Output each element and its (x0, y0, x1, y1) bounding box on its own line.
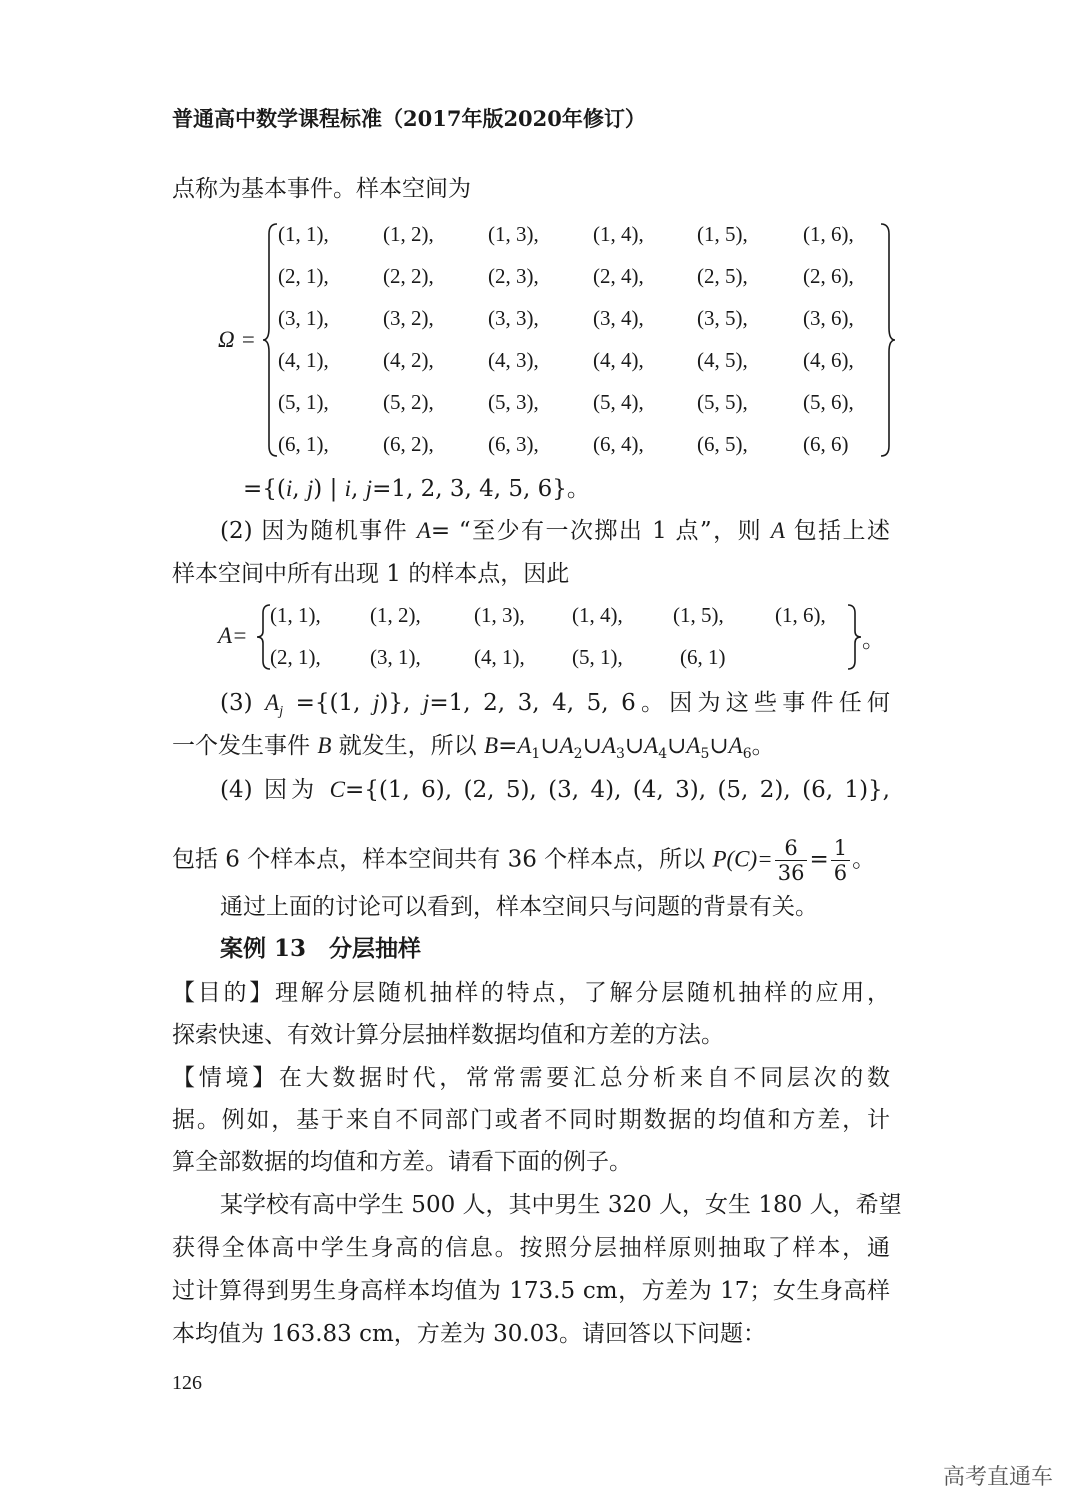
text-segment: ∪ (540, 733, 560, 759)
text-line (172, 1233, 890, 1263)
equals: = (809, 846, 829, 873)
text-segment: (3) (220, 690, 266, 716)
text-segment: 过计算得到男生身高样本均值为 173.5 cm，方差为 17；女生身高样 (172, 1278, 890, 1304)
set-a-element: (1, 5), (673, 603, 724, 627)
text-segment: A (601, 733, 616, 758)
omega-element: (2, 5), (697, 264, 748, 288)
omega-element: (3, 2), (383, 306, 434, 330)
text-segment: A (517, 733, 532, 758)
set-a-element: (1, 6), (775, 603, 826, 627)
text-line (220, 892, 818, 922)
running-header: 普通高中数学课程标准（2017年版2020年修订） (172, 106, 646, 131)
omega-element: (5, 5), (697, 390, 748, 414)
text-segment: 点称为基本事件。样本空间为 (172, 176, 471, 202)
right-brace-icon (878, 222, 896, 458)
omega-element: (4, 4), (593, 348, 644, 372)
text-segment: 5 (700, 746, 710, 762)
text-line (172, 1105, 890, 1135)
omega-element: (6, 3), (488, 432, 539, 456)
omega-element: (1, 3), (488, 222, 539, 246)
text-segment: ∪ (582, 733, 602, 759)
watermark: 高考直通车 (943, 1465, 1054, 1490)
text-segment: 包括上述 (784, 518, 890, 544)
text-segment: A (728, 733, 743, 758)
text-segment: j (279, 704, 284, 719)
text-segment: (2) 因为随机事件 (220, 518, 417, 544)
omega-element: (6, 1), (278, 432, 329, 456)
omega-element: (5, 1), (278, 390, 329, 414)
omega-element: (6, 6) (803, 432, 849, 456)
omega-element: (5, 3), (488, 390, 539, 414)
text-line (172, 559, 569, 589)
omega-element: (2, 1), (278, 264, 329, 288)
fraction-1-6 (831, 836, 850, 885)
text-segment: 1 (531, 746, 541, 762)
text-segment: 样本空间中所有出现 1 的样本点，因此 (172, 561, 570, 587)
omega-element: (4, 3), (488, 348, 539, 372)
text-segment: ∪ (624, 733, 645, 759)
text-segment: 获得全体高中学生身高的信息。按照分层抽样原则抽取了样本，通 (172, 1235, 890, 1261)
text-segment: A (686, 733, 701, 758)
text-segment: B (484, 733, 499, 758)
text-segment: ) | (313, 476, 345, 502)
omega-element: (5, 6), (803, 390, 854, 414)
set-a-element: (1, 3), (474, 603, 525, 627)
omega-element: (6, 4), (593, 432, 644, 456)
text-segment: A (644, 733, 659, 758)
text-segment: ∪ (709, 733, 729, 759)
denominator: 36 (777, 861, 805, 885)
probability-text: 包括 6 个样本点，样本空间共有 36 个样本点，所以 (172, 846, 713, 873)
set-a-label: A= (218, 623, 248, 648)
page-number: 126 (172, 1372, 202, 1394)
fraction-6-36 (775, 836, 808, 885)
omega-element: (2, 4), (593, 264, 644, 288)
set-a-element: (4, 1), (474, 645, 525, 669)
text-line (172, 1147, 632, 1177)
text-segment: j (306, 476, 314, 501)
text-segment: ={(1, 6), (2, 5), (3, 4), (4, 3), (5, 2), (6, 1)}, (344, 777, 890, 803)
text-segment: i (344, 476, 352, 501)
text-segment: A (559, 733, 574, 758)
set-a-element: (2, 1), (270, 645, 321, 669)
omega-element: (2, 3), (488, 264, 539, 288)
text-segment: 就发生，所以 (331, 733, 484, 759)
probability-line (172, 836, 875, 885)
omega-element: (6, 2), (383, 432, 434, 456)
text-segment: (4) 因为 (220, 777, 330, 803)
text-line (172, 1276, 890, 1306)
text-line (172, 1319, 766, 1349)
set-a-element: (6, 1) (680, 645, 726, 669)
text-line (220, 934, 421, 964)
omega-element: (1, 1), (278, 222, 329, 246)
text-segment: 一个发生事件 (172, 733, 318, 759)
numerator: 1 (831, 836, 850, 861)
text-segment: =1, 2, 3, 4, 5, 6。因为这些事件任何 (429, 690, 890, 716)
text-line (220, 775, 890, 805)
set-a-element: (3, 1), (370, 645, 421, 669)
probability-pc: P(C)= (712, 846, 773, 872)
set-a-end: 。 (862, 627, 885, 653)
set-a-element: (1, 2), (370, 603, 421, 627)
text-line (220, 688, 890, 727)
omega-element: (1, 4), (593, 222, 644, 246)
omega-element: (3, 1), (278, 306, 329, 330)
omega-element: (3, 6), (803, 306, 854, 330)
text-segment: =1, 2, 3, 4, 5, 6}。 (372, 476, 590, 502)
text-segment: j (373, 690, 380, 715)
omega-element: (1, 5), (697, 222, 748, 246)
text-segment: A (265, 690, 280, 715)
text-segment: , (292, 476, 307, 502)
text-segment: 4 (658, 746, 668, 762)
text-line (172, 1020, 724, 1050)
text-segment: i (285, 476, 293, 501)
text-segment: = “至少有一次掷出 1 点”，则 (430, 518, 771, 544)
omega-element: (4, 6), (803, 348, 854, 372)
text-line (220, 1190, 902, 1220)
period: 。 (852, 846, 876, 873)
omega-element: (5, 4), (593, 390, 644, 414)
text-segment: 2 (573, 746, 583, 762)
text-line (172, 1063, 890, 1093)
text-line (172, 978, 890, 1008)
text-segment: 案例 13 分层抽样 (220, 935, 422, 962)
text-segment: 通过上面的讨论可以看到，样本空间只与问题的背景有关。 (220, 894, 818, 920)
text-segment: j (365, 476, 373, 501)
text-segment: 算全部数据的均值和方差。请看下面的例子。 (172, 1149, 632, 1175)
text-line (220, 516, 890, 546)
omega-element: (2, 2), (383, 264, 434, 288)
set-a-element: (1, 1), (270, 603, 321, 627)
omega-element: (3, 3), (488, 306, 539, 330)
denominator: 6 (833, 861, 848, 885)
omega-element: (5, 2), (383, 390, 434, 414)
text-segment: 【目的】理解分层随机抽样的特点，了解分层随机抽样的应用， (172, 980, 890, 1006)
text-segment: 某学校有高中学生 500 人，其中男生 320 人，女生 180 人，希望 (220, 1192, 902, 1218)
text-segment: )}, (379, 690, 423, 716)
omega-element: (1, 6), (803, 222, 854, 246)
text-segment: 探索快速、有效计算分层抽样数据均值和方差的方法。 (172, 1022, 724, 1048)
text-segment: = (498, 733, 518, 759)
omega-element: (3, 4), (593, 306, 644, 330)
omega-label: Ω = (218, 327, 256, 352)
omega-element: (4, 5), (697, 348, 748, 372)
numerator: 6 (775, 836, 808, 861)
set-a-element: (1, 4), (572, 603, 623, 627)
text-segment: 本均值为 163.83 cm，方差为 30.03。请回答以下问题： (172, 1321, 766, 1347)
omega-element: (6, 5), (697, 432, 748, 456)
text-segment: A (770, 518, 785, 543)
text-segment: 据。例如，基于来自不同部门或者不同时期数据的均值和方差，计 (172, 1107, 890, 1133)
omega-element: (1, 2), (383, 222, 434, 246)
text-segment: , (351, 476, 366, 502)
text-line (172, 731, 775, 769)
text-line (243, 474, 590, 504)
omega-element: (3, 5), (697, 306, 748, 330)
text-segment: ∪ (667, 733, 687, 759)
omega-element: (2, 6), (803, 264, 854, 288)
text-segment: 【情境】在大数据时代，常常需要汇总分析来自不同层次的数 (172, 1065, 890, 1091)
text-segment: A (416, 518, 431, 543)
text-segment: C (329, 777, 345, 802)
set-a-element: (5, 1), (572, 645, 623, 669)
text-line (172, 174, 471, 204)
omega-element: (4, 1), (278, 348, 329, 372)
text-segment: 。 (751, 733, 775, 759)
text-segment: 6 (742, 746, 752, 762)
text-segment: ={(1, (283, 690, 374, 716)
text-segment: 3 (615, 746, 625, 762)
text-segment: ={( (243, 476, 286, 502)
omega-element: (4, 2), (383, 348, 434, 372)
right-brace-icon (846, 603, 862, 671)
text-segment: j (422, 690, 430, 715)
left-brace-icon (262, 222, 280, 458)
text-segment: B (317, 733, 332, 758)
